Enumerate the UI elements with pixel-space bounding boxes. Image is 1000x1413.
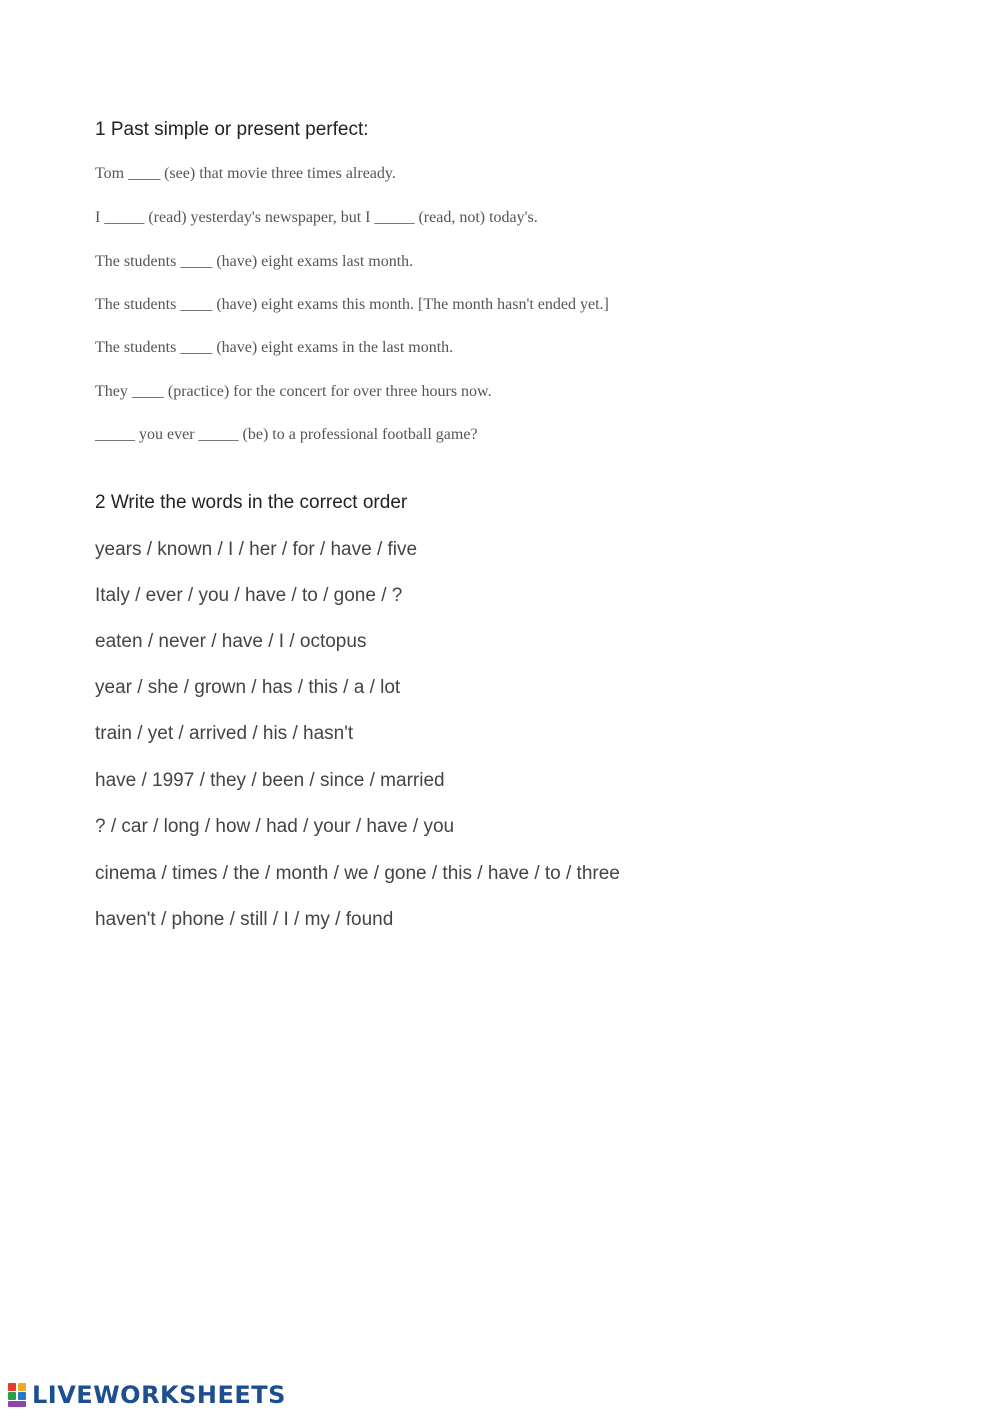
section1-item: They ____ (practice) for the concert for over three hours now. [95,383,492,400]
section1-item: I _____ (read) yesterday's newspaper, but I _____ (read, not) today's. [95,209,538,226]
section2-item: haven't / phone / still / I / my / found [95,909,394,930]
section1-heading: 1 Past simple or present perfect: [95,119,369,140]
section1-item: Tom ____ (see) that movie three times already. [95,165,396,182]
section2-item: eaten / never / have / I / octopus [95,631,367,652]
section2-item: year / she / grown / has / this / a / lot [95,677,401,698]
liveworksheets-logo-icon [8,1382,28,1408]
liveworksheets-logo [8,1381,286,1409]
section2-item: Italy / ever / you / have / to / gone / ? [95,585,403,606]
section1-item: The students ____ (have) eight exams in the last month. [95,339,454,356]
section2-item: years / known / I / her / for / have / five [95,539,418,560]
section2-heading: 2 Write the words in the correct order [95,492,408,513]
section2-item: cinema / times / the / month / we / gone / this / have / to / three [95,863,620,884]
section2-item: train / yet / arrived / his / hasn't [95,723,354,744]
section2-item: ? / car / long / how / had / your / have / you [95,816,455,837]
logo-text: LIVEWORKSHEETS [32,1381,286,1409]
section1-item: _____ you ever _____ (be) to a professional football game? [95,426,478,443]
section1-item: The students ____ (have) eight exams this month. [The month hasn't ended yet.] [95,296,609,313]
section2-item: have / 1997 / they / been / since / married [95,770,445,791]
section1-item: The students ____ (have) eight exams last month. [95,253,414,270]
